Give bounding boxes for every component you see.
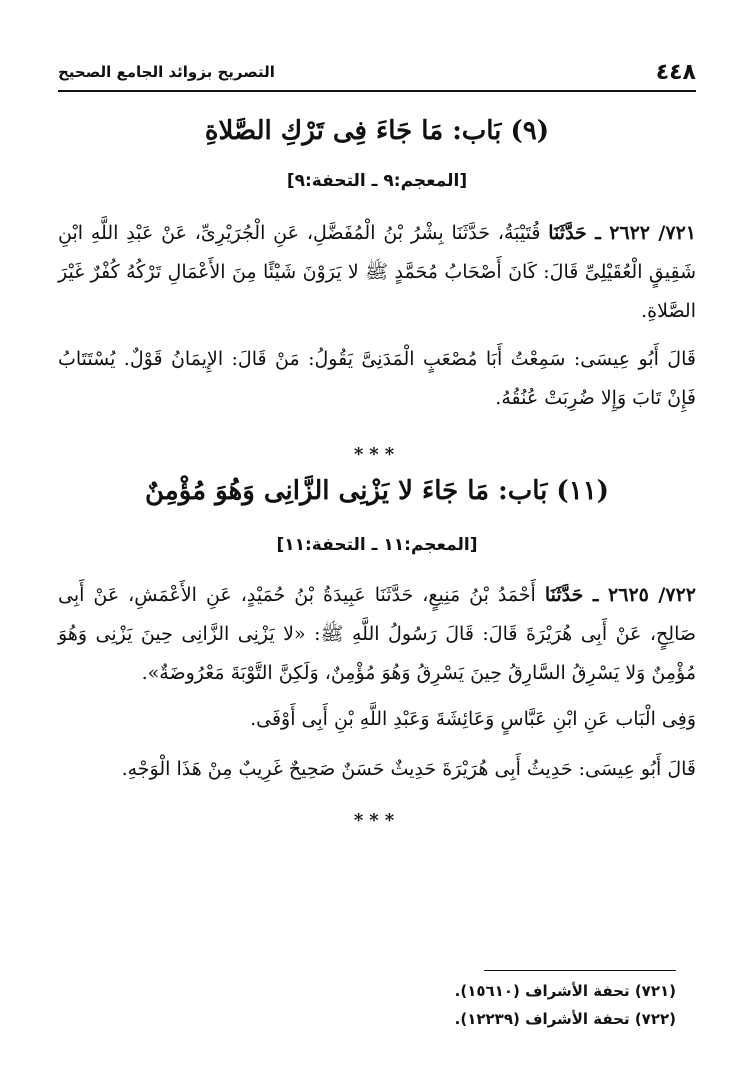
page-number: ٤٤٨ (655, 59, 696, 85)
reference-line-11: [المعجم:١١ ـ التحفة:١١] (276, 535, 478, 555)
footnote-721: (٧٢١) تحفة الأشراف (١٥٦١٠). (454, 982, 676, 1000)
running-header (58, 56, 696, 88)
chapter-heading-9: (٩) بَاب: مَا جَاءَ فِى تَرْكِ الصَّلاةِ (204, 116, 550, 146)
section-separator-2: *** (353, 810, 401, 831)
hadith-721 (58, 214, 696, 331)
hadith-722-text: أَحْمَدُ بْنُ مَنِيعٍ، حَدَّثَنَا عَبِيدَةُ بْنُ حُمَيْدٍ، عَنِ الأَعْمَشِ، عَنْ أَبِى صَالِحٍ، عَنْ أَبِى هُرَيْرَةَ قَالَ: قَالَ رَسُولُ اللَّهِ ﷺ: «لا يَزْنِى الزَّانِى حِينَ يَزْنِى وَهُوَ مُؤْمِنٌ وَلا يَسْرِقُ السَّارِقُ حِينَ يَسْرِقُ وَهُوَ مُؤْمِنٌ، وَلَكِنَّ التَّوْبَةَ مَعْرُوضَةٌ». (58, 584, 696, 684)
section-separator-1: *** (353, 444, 401, 465)
hadith-722 (58, 576, 696, 693)
chapter-heading-11: (١١) بَاب: مَا جَاءَ لا يَزْنِى الزَّانِى وَهُوَ مُؤْمِنٌ (145, 476, 609, 506)
comment-722: قَالَ أَبُو عِيسَى: حَدِيثُ أَبِى هُرَيْرَةَ حَدِيثٌ حَسَنٌ صَحِيحٌ غَرِيبٌ مِنْ هَذَا الْوَجْهِ. (121, 758, 696, 780)
comment-721: قَالَ أَبُو عِيسَى: سَمِعْتُ أَبَا مُصْعَبٍ الْمَدَنِىَّ يَقُولُ: مَنْ قَالَ: الإِيمَانُ قَوْلٌ. يُسْتَتَابُ فَإِنْ تَابَ وَإِلا ضُرِبَتْ عُنُقُهُ. (58, 348, 696, 409)
header-rule (58, 90, 696, 92)
reference-line-9: [المعجم:٩ ـ التحفة:٩] (286, 171, 468, 191)
hadith-721-number: ٧٢١/ ٢٦٢٢ ـ حَدَّثَنَا (548, 222, 696, 244)
book-title: التصريح بزوائد الجامع الصحيح (58, 63, 275, 81)
hadith-721-text: قُتَيْبَةُ، حَدَّثَنَا بِشْرُ بْنُ الْمُفَضَّلِ، عَنِ الْجُرَيْرِىِّ، عَنْ عَبْدِ اللَّهِ ابْنِ شَقِيقٍ الْعُقَيْلِىِّ قَالَ: كَانَ أَصْحَابُ مُحَمَّدٍ ﷺ لا يَرَوْنَ شَيْئًا مِنَ الأَعْمَالِ تَرْكُهُ كُفْرٌ غَيْرَ الصَّلاةِ. (58, 222, 696, 322)
chapter-note-722: وَفِى الْبَاب عَنِ ابْنِ عَبَّاسٍ وَعَائِشَةَ وَعَبْدِ اللَّهِ بْنِ أَبِى أَوْفَى. (250, 708, 696, 730)
footnote-rule (484, 970, 676, 971)
footnote-722: (٧٢٢) تحفة الأشراف (١٢٢٣٩). (454, 1010, 676, 1028)
hadith-722-number: ٧٢٢/ ٢٦٢٥ ـ حَدَّثَنَا (544, 584, 696, 606)
